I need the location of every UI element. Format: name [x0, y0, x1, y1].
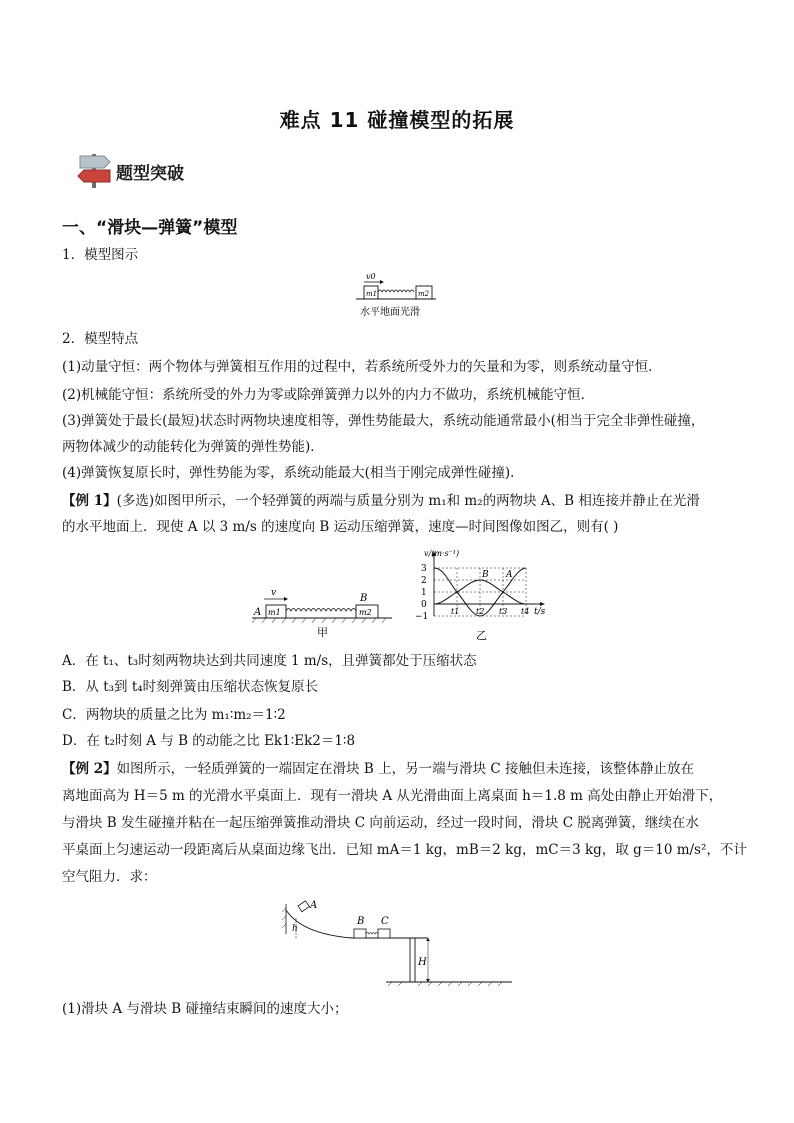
figure-jia	[250, 583, 395, 639]
example-1-option-d: D．在 t₂时刻 A 与 B 的动能之比 Ek1∶Ek2＝1∶8	[62, 733, 356, 749]
figure-caption: 水平地面光滑	[360, 307, 420, 318]
figure-yi-vt-graph	[414, 548, 564, 644]
example-2-stem-line-5: 空气阻力．求：	[62, 869, 157, 885]
x-axis-label: t/s	[534, 607, 546, 617]
curve-B-label: B	[482, 570, 489, 580]
block-B-label: B	[357, 916, 365, 927]
y-tick-3: 3	[421, 564, 427, 574]
example-2-stem-line-2: 离地面高为 H＝5 m 的光滑水平桌面上．现有一滑块 A 从光滑曲面上离桌面 h＝1.8 m 高处由静止开始滑下，	[62, 788, 723, 804]
example-1-stem-line-1	[62, 488, 732, 514]
m1-label: m1	[366, 290, 378, 298]
block-A-label: A	[310, 900, 318, 911]
feature-3: (3)弹簧处于最长(最短)状态时两物块速度相等，弹性势能最大，系统动能通常最小(相当于完全非弹性碰撞，	[62, 413, 705, 429]
curve-A-label: A	[506, 570, 513, 580]
y-axis-label: v/(m·s⁻¹)	[424, 549, 460, 558]
x-tick-t2: t2	[476, 607, 485, 616]
example-2-question-1: (1)滑块 A 与滑块 B 碰撞结束瞬间的速度大小；	[62, 1001, 348, 1017]
example-1-option-c: C．两物块的质量之比为 m₁∶m₂＝1∶2	[62, 707, 286, 723]
example-1-option-b: B．从 t₃到 t₄时刻弹簧由压缩状态恢复原长	[62, 679, 319, 695]
y-tick-0: 0	[421, 600, 427, 610]
spring-block-diagram	[354, 270, 438, 322]
model-diagram-heading: 1．模型图示	[62, 247, 139, 263]
A-label: A	[254, 607, 262, 618]
B-label: B	[360, 593, 368, 604]
v-label: v	[271, 588, 277, 598]
feature-3-continued: 两物体减少的动能转化为弹簧的弹性势能)．	[62, 439, 324, 455]
section-heading: 一、“滑块—弹簧”模型	[62, 218, 238, 238]
h-label: h	[292, 924, 298, 934]
feature-4: (4)弹簧恢复原长时，弹性势能为零，系统动能最大(相当于刚完成弹性碰撞)．	[62, 465, 524, 481]
y-tick-2: 2	[421, 576, 427, 586]
block-C-label: C	[381, 916, 389, 927]
page-title: 难点 11 碰撞模型的拓展	[279, 108, 515, 132]
example-2-stem-line-1	[62, 756, 732, 782]
m2-block-label: m2	[359, 608, 372, 617]
example-2-label: 【例 2】	[62, 761, 117, 777]
example-2-diagram	[282, 896, 518, 988]
feature-2: (2)机械能守恒：系统所受的外力为零或除弹簧弹力以外的内力不做功，系统机械能守恒．	[62, 387, 595, 403]
caption-yi: 乙	[476, 629, 487, 642]
x-tick-t4: t4	[521, 607, 530, 616]
v0-label: v0	[366, 272, 376, 281]
caption-jia: 甲	[317, 626, 328, 639]
model-features-heading: 2．模型特点	[62, 331, 139, 347]
x-tick-t3: t3	[499, 607, 508, 616]
badge-label: 题型突破	[116, 164, 184, 184]
x-tick-t1: t1	[451, 607, 460, 616]
feature-1: (1)动量守恒：两个物体与弹簧相互作用的过程中，若系统所受外力的矢量和为零，则系统动量守恒．	[62, 359, 662, 375]
m1-block-label: m1	[268, 608, 281, 617]
example-1-option-a: A．在 t₁、t₃时刻两物块达到共同速度 1 m/s，且弹簧都处于压缩状态	[62, 653, 477, 669]
example-1-text: (多选)如图甲所示，一个轻弹簧的两端与质量分别为 m₁和 m₂的两物块 A、B 相连接并静止在光滑	[116, 493, 700, 509]
H-label: H	[418, 957, 427, 968]
example-2-stem-line-4: 平桌面上匀速运动一段距离后从桌面边缘飞出．已知 mA＝1 kg，mB＝2 kg，mC＝3 kg，取 g＝10 m/s²，不计	[62, 842, 747, 858]
example-1-stem-line-2: 的水平地面上．现使 A 以 3 m/s 的速度向 B 运动压缩弹簧，速度—时间图像如图乙，则有( )	[62, 519, 619, 535]
example-2-stem-line-3: 与滑块 B 发生碰撞并粘在一起压缩弹簧推动滑块 C 向前运动，经过一段时间，滑块 C 脱离弹簧，继续在水	[62, 815, 699, 831]
m2-label: m2	[418, 290, 430, 298]
example-2-text: 如图所示，一轻质弹簧的一端固定在滑块 B 上，另一端与滑块 C 接触但未连接，该整体静止放在	[116, 761, 695, 777]
y-tick-neg1: −1	[415, 612, 429, 622]
example-1-label: 【例 1】	[62, 493, 117, 509]
y-tick-1: 1	[421, 588, 427, 598]
